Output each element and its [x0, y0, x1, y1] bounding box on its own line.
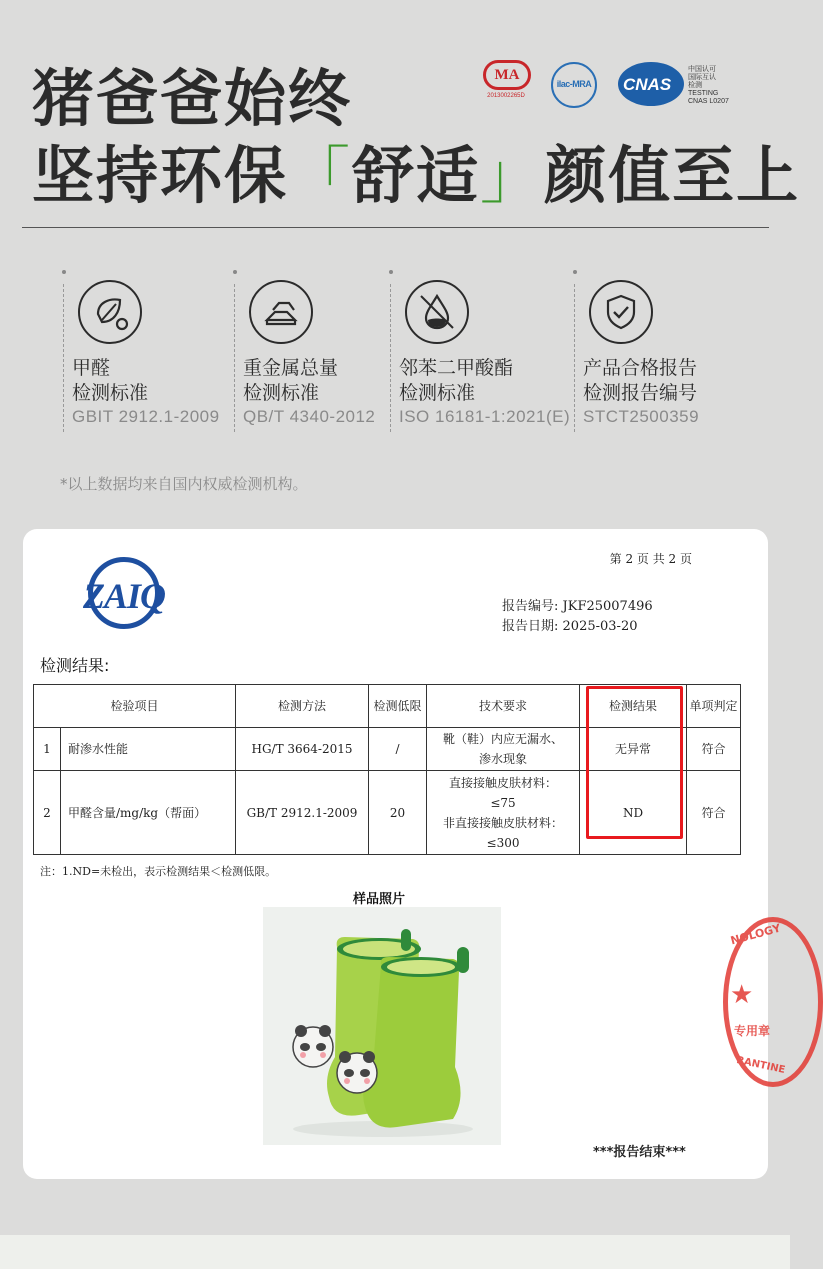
- requirement-line: 非直接接触皮肤材料：: [443, 815, 564, 830]
- metal-bars-icon: [249, 280, 313, 344]
- results-heading: 检测结果:: [40, 656, 110, 675]
- requirement-line: ≤300: [486, 835, 520, 850]
- report-number-label: 报告编号:: [502, 599, 559, 614]
- cnas-caption-line: 国际互认: [688, 74, 716, 81]
- cnas-mark: CNAS: [623, 75, 672, 94]
- bracket-open: 「: [288, 139, 353, 212]
- cnas-oval: [618, 62, 684, 106]
- sample-photo-rain-boots: [263, 907, 501, 1145]
- standard-subtitle: 检测标准: [72, 382, 149, 404]
- bullet-dot: [233, 270, 237, 274]
- cma-number: 2013002265D: [487, 93, 525, 99]
- standard-subtitle: 检测标准: [243, 382, 320, 404]
- cell-item: 甲醛含量/mg/kg（帮面）: [61, 771, 236, 855]
- seal-text: NOLOGY: [729, 921, 783, 948]
- cnas-caption: [688, 66, 729, 106]
- data-source-note: *以上数据均来自国内权威检测机构。: [60, 475, 308, 493]
- seal-text: RANTINE: [735, 1054, 787, 1077]
- cnas-caption-line: CNAS L0207: [688, 98, 729, 105]
- test-report-card: [23, 529, 787, 1179]
- report-end: ***报告结束***: [593, 1145, 686, 1160]
- cma-logo: [483, 60, 531, 99]
- standard-title: 甲醛: [72, 357, 111, 379]
- standard-title: 重金属总量: [243, 357, 339, 379]
- header-limit: 检测低限: [369, 685, 427, 728]
- requirement-line: 渗水现象: [479, 752, 528, 766]
- report-date-label: 报告日期:: [502, 619, 559, 634]
- standard-subtitle: 检测标准: [399, 382, 476, 404]
- cell-method: HG/T 3664-2015: [236, 728, 369, 771]
- standard-title: 邻苯二甲酸酯: [399, 357, 514, 379]
- requirement-line: ≤75: [490, 795, 516, 810]
- headline-highlight: 舒适: [352, 139, 481, 212]
- cell-limit: /: [369, 728, 427, 771]
- divider-rule: [22, 227, 769, 228]
- requirement-line: 靴（鞋）内应无漏水、: [443, 732, 564, 746]
- header-verdict: 单项判定: [687, 685, 741, 728]
- requirement-line: 直接接触皮肤材料：: [449, 775, 558, 790]
- cell-no: 1: [34, 728, 61, 771]
- ilac-mra-logo: [551, 62, 597, 108]
- cnas-caption-line: TESTING: [688, 90, 719, 97]
- header-result: 检测结果: [580, 685, 687, 728]
- result-highlight-box: [586, 686, 683, 839]
- cell-item: 耐渗水性能: [61, 728, 236, 771]
- cell-result: ND: [580, 771, 687, 855]
- cell-verdict: 符合: [687, 771, 741, 855]
- bottom-band: [0, 1235, 790, 1269]
- dashed-divider: [390, 284, 391, 432]
- standard-title: 产品合格报告: [583, 357, 698, 379]
- standard-code: GBIT 2912.1-2009: [72, 407, 220, 426]
- header-method: 检测方法: [236, 685, 369, 728]
- standard-code: ISO 16181-1:2021(E): [399, 407, 571, 426]
- headline-line-2: [32, 139, 801, 212]
- cma-mark: MA: [483, 60, 531, 90]
- header-requirement: 技术要求: [427, 685, 580, 728]
- cell-method: GB/T 2912.1-2009: [236, 771, 369, 855]
- drop-icon: [405, 280, 469, 344]
- cell-requirement: [427, 728, 580, 771]
- headline-post: 颜值至上: [544, 139, 801, 212]
- page-indicator: 第 2 页 共 2 页: [609, 552, 692, 566]
- report-date: [502, 615, 637, 634]
- cnas-caption-line: 检测: [688, 82, 702, 89]
- dashed-divider: [234, 284, 235, 432]
- cell-requirement: [427, 771, 580, 855]
- bullet-dot: [62, 270, 66, 274]
- inspection-seal: [723, 917, 823, 1087]
- headline-pre: 坚持环保: [32, 139, 289, 212]
- report-date-value: 2025-03-20: [562, 619, 638, 634]
- header-item: 检验项目: [34, 685, 236, 728]
- seal-text: 专用章: [734, 1024, 771, 1038]
- bullet-dot: [389, 270, 393, 274]
- headline-line-1: 猪爸爸始终: [32, 62, 353, 135]
- standard-code: QB/T 4340-2012: [243, 407, 376, 426]
- ilac-mark: ilac-MRA: [556, 79, 592, 89]
- standard-subtitle: 检测报告编号: [583, 382, 698, 404]
- cnas-logo: [618, 62, 684, 106]
- cell-no: 2: [34, 771, 61, 855]
- cell-verdict: 符合: [687, 728, 741, 771]
- standard-code: STCT2500359: [583, 407, 700, 426]
- sample-photo-title: 样品照片: [353, 892, 406, 907]
- bullet-dot: [573, 270, 577, 274]
- zaiq-logo: [56, 553, 192, 633]
- cnas-caption-line: 中国认可: [688, 66, 716, 73]
- seal-star-icon: ★: [730, 980, 754, 1010]
- dashed-divider: [574, 284, 575, 432]
- shield-check-icon: [589, 280, 653, 344]
- cell-result: 无异常: [580, 728, 687, 771]
- dashed-divider: [63, 284, 64, 432]
- leaf-cycle-icon: [78, 280, 142, 344]
- report-number-value: JKF25007496: [562, 599, 653, 614]
- cell-limit: 20: [369, 771, 427, 855]
- table-footnote: 注：1.ND=未检出，表示检测结果＜检测低限。: [40, 865, 277, 878]
- logo-word: ZAIQ: [82, 576, 165, 616]
- bracket-close: 」: [480, 139, 545, 212]
- report-number: [502, 595, 653, 614]
